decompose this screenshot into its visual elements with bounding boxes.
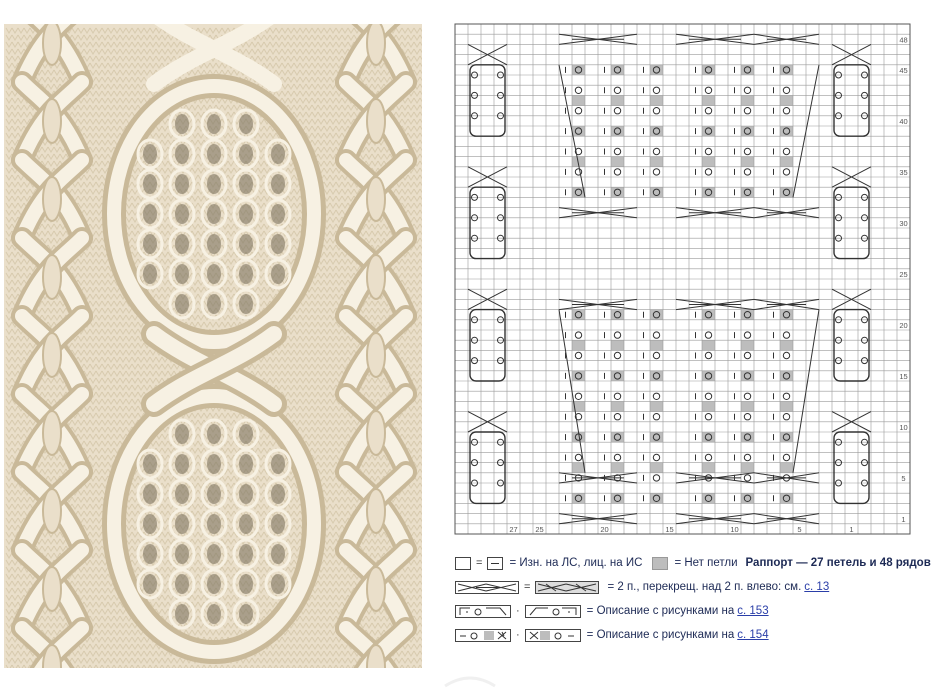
left-chart-cable xyxy=(468,44,507,503)
cable-cross-icon xyxy=(455,581,519,594)
column-number-5: 5 xyxy=(797,525,802,534)
row-number-5: 5 xyxy=(901,473,906,483)
watermark-mark xyxy=(440,672,500,690)
row-number-48: 48 xyxy=(899,35,908,45)
row-number-20: 20 xyxy=(899,320,908,330)
legend-row-cable: = = 2 п., перекрещ. над 2 п. влево: см. с. 13 xyxy=(455,578,829,596)
row-number-35: 35 xyxy=(899,167,908,177)
chart-grid xyxy=(455,24,910,534)
legend-row-purl: = = Изн. на ЛС, лиц. на ИС = Нет петли Раппорт — 27 петель и 48 рядов xyxy=(455,554,931,572)
column-number-1: 1 xyxy=(849,525,854,534)
legend-purl-text: = Изн. на ЛС, лиц. на ИС xyxy=(509,557,643,569)
upper-lace-panel xyxy=(114,86,314,342)
lower-lace-panel xyxy=(114,396,314,652)
right-chart-cable xyxy=(832,44,871,503)
column-number-labels xyxy=(509,525,853,534)
legend-link-p153[interactable]: с. 153 xyxy=(737,605,769,617)
left-braid-cable xyxy=(22,24,82,668)
legend-cable-text: = 2 п., перекрещ. над 2 п. влево: см. xyxy=(607,581,802,593)
column-number-20: 20 xyxy=(600,525,609,534)
chart-legend xyxy=(455,552,931,647)
dec-yo-left-icon xyxy=(525,629,581,642)
row-number-40: 40 xyxy=(899,116,908,126)
no-stitch-cells xyxy=(572,65,793,504)
row-number-25: 25 xyxy=(899,269,908,279)
no-stitch-icon xyxy=(652,557,668,570)
legend-twist-a-text: = Описание с рисунками на xyxy=(586,605,735,617)
column-number-10: 10 xyxy=(730,525,739,534)
legend-no-stitch-text: = Нет петли xyxy=(674,557,738,569)
row-number-30: 30 xyxy=(899,218,908,228)
row-number-1: 1 xyxy=(901,514,906,524)
right-braid-cable xyxy=(346,24,406,668)
column-number-27: 27 xyxy=(509,525,518,534)
legend-row-twist-a: · = Описание с рисунками на с. 153 xyxy=(455,602,769,620)
legend-link-p13[interactable]: с. 13 xyxy=(804,581,830,593)
legend-row-twist-b: · = Описание с рисунками на с. 154 xyxy=(455,626,769,644)
row-number-labels xyxy=(899,35,907,523)
twist-yo-left-icon xyxy=(455,605,511,618)
legend-twist-b-text: = Описание с рисунками на xyxy=(586,629,735,641)
column-number-25: 25 xyxy=(535,525,544,534)
twist-yo-right-icon xyxy=(525,605,581,618)
legend-link-p154[interactable]: с. 154 xyxy=(737,629,769,641)
dec-yo-right-icon xyxy=(455,629,511,642)
legend-repeat-text: Раппорт — 27 петель и 48 рядов xyxy=(745,557,931,569)
empty-cell-icon xyxy=(455,557,471,570)
cable-cross-left-icon xyxy=(535,581,599,594)
row-number-15: 15 xyxy=(899,371,908,381)
knit-swatch-photo xyxy=(4,24,422,668)
row-number-45: 45 xyxy=(899,65,908,75)
column-number-15: 15 xyxy=(665,525,674,534)
purl-dash-icon xyxy=(487,557,503,570)
knitting-chart xyxy=(453,20,925,553)
row-number-10: 10 xyxy=(899,422,908,432)
